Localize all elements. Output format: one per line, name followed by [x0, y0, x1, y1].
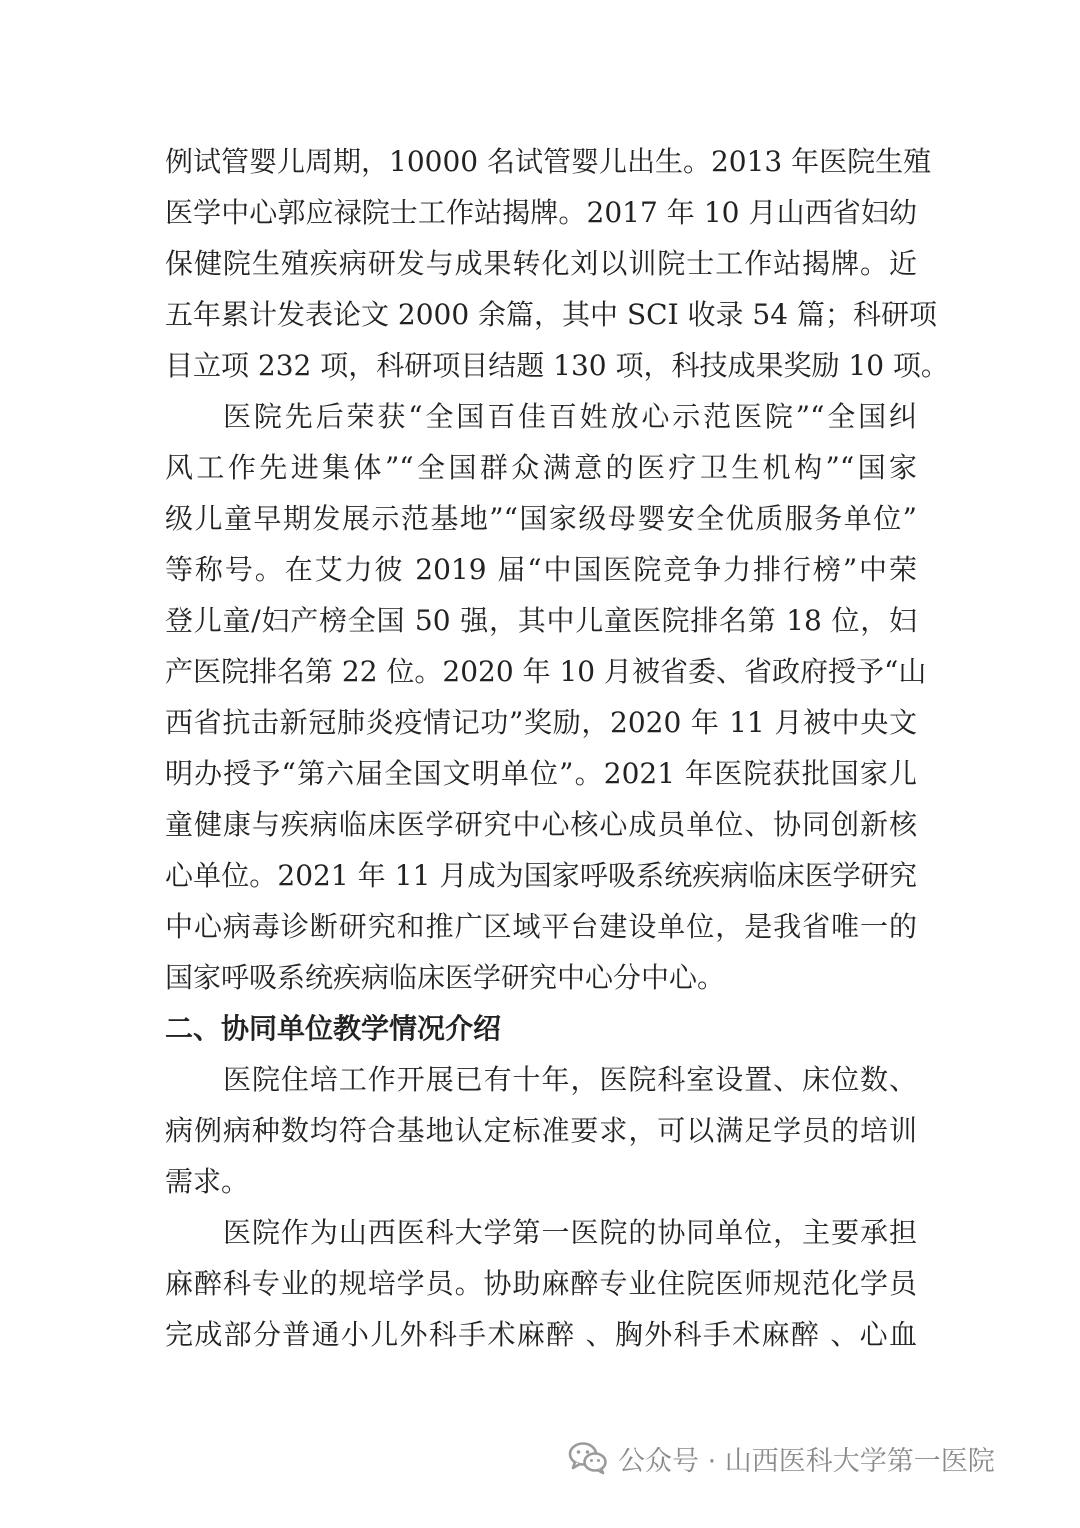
text-line: 级儿童早期发展示范基地”“国家级母婴安全优质服务单位”	[165, 502, 917, 535]
document-body	[165, 136, 949, 1360]
text-line: 保健院生殖疾病研发与成果转化刘以训院士工作站揭牌。近	[165, 247, 917, 280]
paragraph-start-line: 医院先后荣获“全国百佳百姓放心示范医院”“全国纠	[223, 400, 917, 433]
text-line: 西省抗击新冠肺炎疫情记功”奖励，2020 年 11 月被中央文	[165, 706, 917, 739]
text-line: 童健康与疾病临床医学研究中心核心成员单位、协同创新核	[165, 808, 917, 841]
text-line: 心单位。2021 年 11 月成为国家呼吸系统疾病临床医学研究	[165, 859, 917, 892]
paragraph-start-line: 医院住培工作开展已有十年，医院科室设置、床位数、	[223, 1063, 917, 1096]
text-line: 医学中心郭应禄院士工作站揭牌。2017 年 10 月山西省妇幼	[165, 196, 917, 229]
text-line: 完成部分普通小儿外科手术麻醉 、胸外科手术麻醉 、心血	[165, 1318, 917, 1351]
text-line: 产医院排名第 22 位。2020 年 10 月被省委、省政府授予“山	[165, 655, 927, 688]
wechat-watermark	[568, 1436, 1058, 1480]
section-heading: 二、协同单位教学情况介绍	[165, 1012, 502, 1045]
text-line: 明办授予“第六届全国文明单位”。2021 年医院获批国家儿	[165, 757, 917, 790]
text-line: 等称号。在艾力彼 2019 届“中国医院竞争力排行榜”中荣	[165, 553, 917, 586]
watermark-text: 公众号 · 山西医科大学第一医院	[618, 1445, 995, 1477]
paragraph-start-line: 医院作为山西医科大学第一医院的协同单位，主要承担	[223, 1216, 917, 1249]
text-line: 需求。	[165, 1165, 250, 1198]
text-line: 病例病种数均符合基地认定标准要求，可以满足学员的培训	[165, 1114, 917, 1147]
text-line: 中心病毒诊断研究和推广区域平台建设单位，是我省唯一的	[165, 910, 917, 943]
text-line: 五年累计发表论文 2000 余篇，其中 SCI 收录 54 篇；科研项	[165, 298, 937, 331]
text-line: 国家呼吸系统疾病临床医学研究中心分中心。	[165, 961, 726, 994]
text-line: 例试管婴儿周期，10000 名试管婴儿出生。2013 年医院生殖	[165, 145, 932, 178]
wechat-icon	[568, 1441, 608, 1475]
text-line: 目立项 232 项，科研项目结题 130 项，科技成果奖励 10 项。	[165, 349, 949, 382]
text-line: 麻醉科专业的规培学员。协助麻醉专业住院医师规范化学员	[165, 1267, 917, 1300]
text-line: 风工作先进集体”“全国群众满意的医疗卫生机构”“国家	[165, 451, 917, 484]
text-line: 登儿童/妇产榜全国 50 强，其中儿童医院排名第 18 位，妇	[165, 604, 917, 637]
